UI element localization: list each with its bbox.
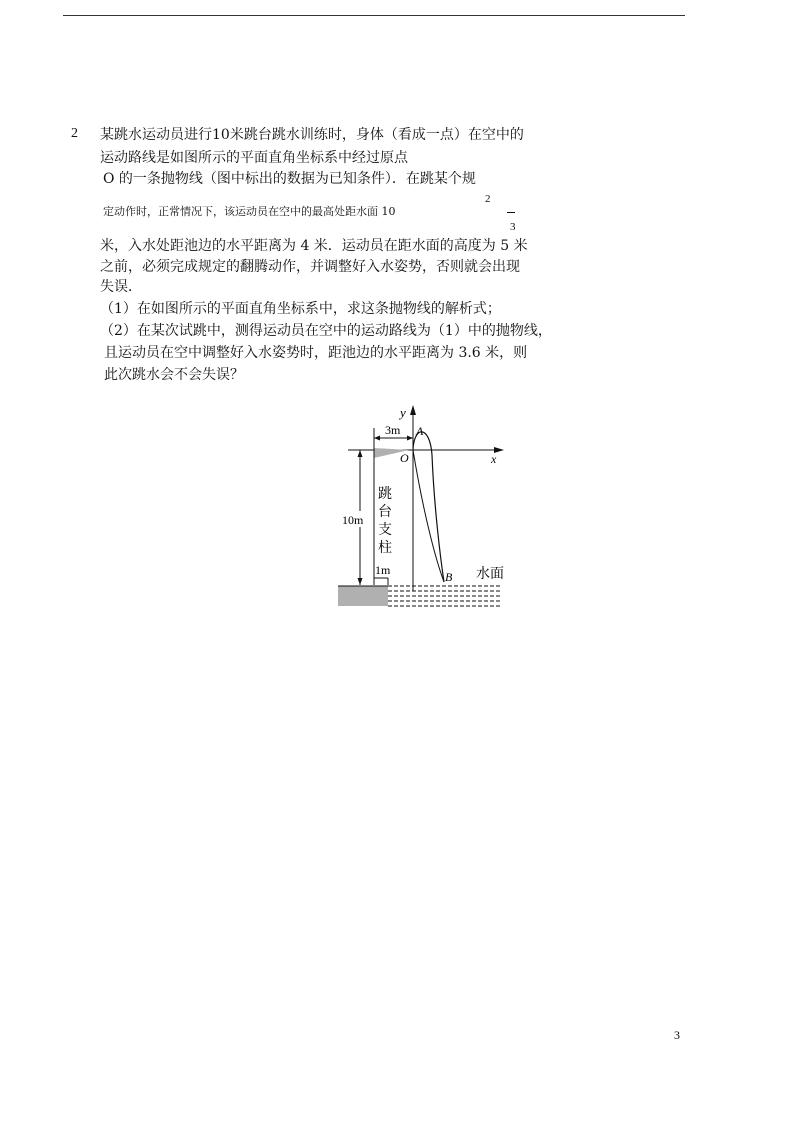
arrow-right-icon: [407, 436, 413, 441]
inner-trajectory: [413, 450, 444, 582]
parabola-curve: [413, 432, 444, 582]
arrow-left-icon: [374, 436, 380, 441]
label-1m: 1m: [375, 563, 391, 577]
pillar-char-1: 跳: [378, 487, 392, 502]
label-x: x: [491, 452, 497, 466]
question-line-5: 米，入水处距池边的水平距离为 4 米．运动员在距水面的高度为 5 米: [100, 238, 528, 254]
fraction-numerator: 2: [485, 193, 491, 205]
fraction-denominator: 3: [510, 221, 516, 233]
diving-parabola-figure: [330, 395, 510, 610]
label-water: 水面: [476, 567, 504, 582]
label-y: y: [400, 405, 406, 420]
fraction-bar: [507, 212, 515, 213]
arrow-up-icon: [358, 450, 363, 457]
label-3m: 3m: [385, 423, 401, 437]
y-axis-arrow-icon: [410, 405, 416, 415]
question-line-4: 定动作时，正常情况下，该运动员在空中的最高处距水面 10: [103, 205, 396, 218]
question-line-6: 之前，必须完成规定的翻腾动作，并调整好入水姿势，否则就会出现: [100, 259, 520, 275]
pillar-char-3: 支: [378, 523, 392, 538]
label-B: B: [445, 570, 453, 584]
arrow-down-icon: [358, 578, 363, 585]
question-number: 2: [71, 126, 78, 141]
header-rule: [63, 15, 685, 16]
question-part-2-line-3: 此次跳水会不会失误？: [104, 367, 244, 383]
question-part-2-line-2: 且运动员在空中调整好入水姿势时，距池边的水平距离为 3.6 米，则: [104, 345, 528, 361]
question-line-1: 某跳水运动员进行10米跳台跳水训练时，身体（看成一点）在空中的: [100, 127, 524, 143]
question-part-1: （1）在如图所示的平面直角坐标系中，求这条抛物线的解析式；: [100, 301, 501, 317]
question-line-7: 失误．: [100, 279, 142, 295]
label-A: A: [416, 424, 424, 438]
question-part-2-line-1: （2）在某次试跳中，测得运动员在空中的运动路线为（1）中的抛物线，: [100, 323, 552, 339]
question-line-3: O 的一条抛物线（图中标出的数据为已知条件）．在跳某个规: [103, 171, 476, 187]
label-O: O: [400, 451, 409, 465]
label-10m: 10m: [342, 513, 364, 527]
pool-side: [338, 586, 388, 606]
pillar-char-2: 台: [378, 505, 392, 520]
pillar-char-4: 柱: [378, 541, 392, 556]
question-line-2: 运动路线是如图所示的平面直角坐标系中经过原点: [100, 150, 408, 166]
page-number: 3: [674, 1028, 680, 1042]
